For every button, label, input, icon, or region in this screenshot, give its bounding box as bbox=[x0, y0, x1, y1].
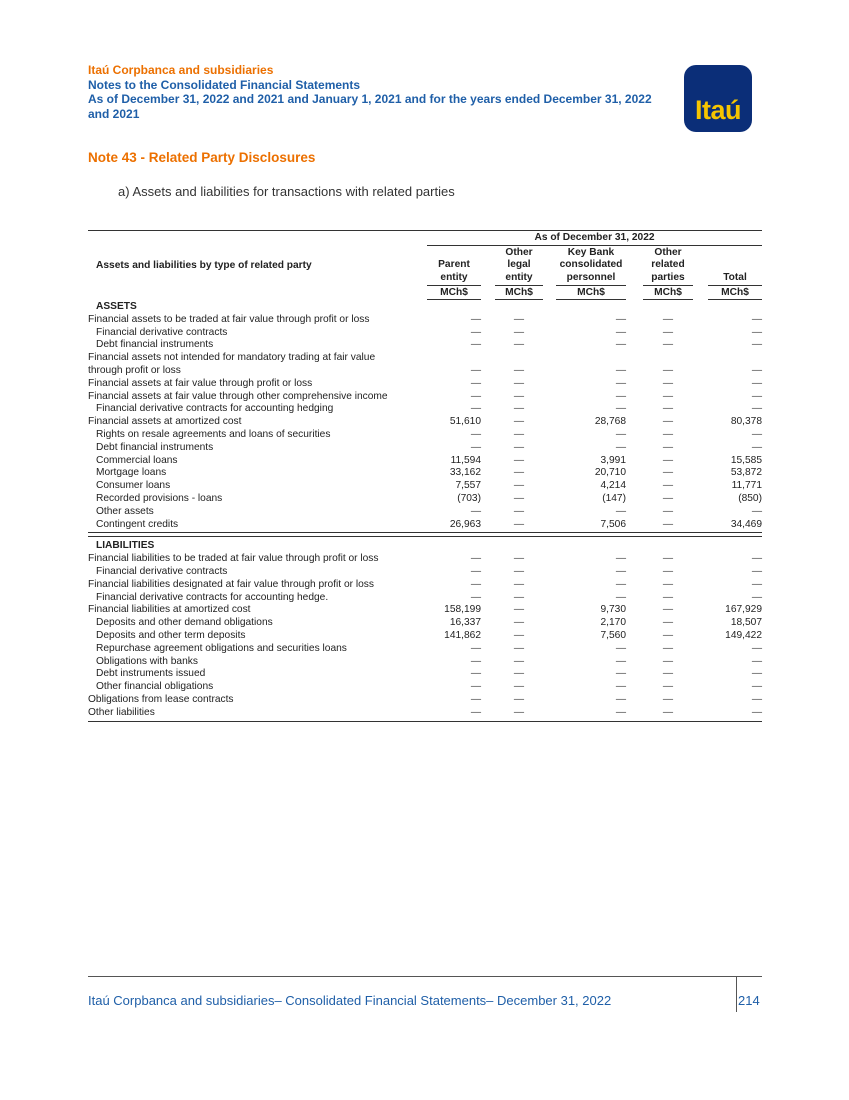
cell-value: — bbox=[662, 604, 674, 616]
row-label: Financial liabilities designated at fair value through profit or loss bbox=[88, 578, 374, 590]
cell-value: 26,963 bbox=[449, 518, 481, 530]
cell-value: — bbox=[470, 403, 481, 415]
cell-value: — bbox=[615, 655, 626, 667]
row-label: Deposits and other term deposits bbox=[96, 630, 246, 641]
cell-value: — bbox=[615, 365, 626, 376]
table-row bbox=[88, 668, 762, 681]
cell-value: — bbox=[751, 681, 762, 693]
cell-value: — bbox=[751, 642, 762, 654]
cell-value: — bbox=[513, 416, 525, 428]
cell-value: 33,162 bbox=[449, 467, 481, 479]
column-header-4 bbox=[708, 246, 762, 299]
cell-value: — bbox=[751, 429, 762, 440]
table-row bbox=[88, 656, 762, 669]
table-row bbox=[88, 604, 762, 617]
cell-value: — bbox=[513, 518, 525, 530]
cell-value: 7,506 bbox=[600, 518, 626, 530]
cell-value: — bbox=[662, 505, 674, 517]
table-row bbox=[88, 592, 762, 605]
cell-value: — bbox=[513, 706, 525, 718]
cell-value: — bbox=[662, 339, 674, 351]
cell-value: — bbox=[751, 505, 762, 517]
cell-value: (147) bbox=[602, 493, 626, 504]
row-label: Repurchase agreement obligations and securities loans bbox=[96, 642, 347, 654]
cell-value: — bbox=[470, 655, 481, 667]
cell-value: — bbox=[615, 505, 626, 517]
cell-value: — bbox=[615, 339, 626, 351]
row-label: Debt financial instruments bbox=[96, 339, 214, 351]
header-line-2: As of December 31, 2022 and 2021 and January 1, 2021 and for the years ended December 31, 2022 bbox=[88, 92, 652, 106]
cell-value: — bbox=[513, 604, 525, 616]
cell-value: — bbox=[513, 578, 525, 590]
row-label: Obligations with banks bbox=[96, 655, 198, 667]
table-row bbox=[88, 694, 762, 707]
cell-value: — bbox=[662, 365, 674, 376]
table-row bbox=[88, 681, 762, 694]
cell-value: — bbox=[615, 566, 626, 577]
cell-value: 4,214 bbox=[600, 480, 626, 492]
cell-value: 3,991 bbox=[600, 454, 626, 466]
row-label: Financial derivative contracts bbox=[96, 566, 228, 577]
cell-value: 18,507 bbox=[730, 617, 762, 629]
cell-value: — bbox=[470, 429, 481, 440]
cell-value: — bbox=[662, 681, 674, 693]
cell-value: — bbox=[751, 706, 762, 718]
cell-value: — bbox=[662, 377, 674, 389]
column-header-line: consolidated bbox=[559, 259, 623, 271]
column-header-line: Total bbox=[723, 272, 747, 284]
column-unit: MCh$ bbox=[440, 287, 468, 298]
cell-value: — bbox=[751, 339, 762, 351]
row-label: Mortgage loans bbox=[96, 467, 167, 479]
cell-value: — bbox=[662, 706, 674, 718]
cell-value: — bbox=[470, 706, 481, 718]
cell-value: — bbox=[615, 403, 626, 415]
table-row bbox=[88, 519, 762, 532]
cell-value: — bbox=[470, 578, 481, 590]
cell-value: — bbox=[662, 390, 674, 402]
column-header-underline bbox=[556, 285, 626, 286]
row-label: Financial derivative contracts bbox=[96, 326, 228, 338]
cell-value: — bbox=[615, 429, 626, 440]
cell-value: — bbox=[513, 668, 525, 680]
cell-value: — bbox=[615, 706, 626, 718]
cell-value: 15,585 bbox=[730, 454, 762, 466]
cell-value: — bbox=[662, 416, 674, 428]
cell-value: 7,560 bbox=[600, 630, 626, 641]
table-row bbox=[88, 480, 762, 493]
cell-value: 20,710 bbox=[594, 467, 626, 479]
column-header-0 bbox=[427, 246, 481, 299]
row-label: Financial assets at fair value through other comprehensive income bbox=[88, 390, 388, 402]
cell-value: — bbox=[751, 326, 762, 338]
cell-value: 158,199 bbox=[444, 604, 481, 616]
cell-value: — bbox=[513, 441, 525, 453]
cell-value: — bbox=[513, 326, 525, 338]
cell-value: — bbox=[751, 566, 762, 577]
cell-value: (850) bbox=[738, 493, 762, 504]
cell-value: — bbox=[662, 441, 674, 453]
cell-value: — bbox=[470, 505, 481, 517]
company-name: Itaú Corpbanca and subsidiaries bbox=[88, 63, 274, 77]
column-header-1 bbox=[495, 246, 543, 299]
row-label: Obligations from lease contracts bbox=[88, 694, 234, 705]
column-unit-underline bbox=[708, 299, 762, 300]
cell-value: — bbox=[513, 365, 525, 376]
footer-divider bbox=[736, 976, 737, 1012]
cell-value: — bbox=[662, 617, 674, 629]
cell-value: 16,337 bbox=[449, 617, 481, 629]
column-unit: MCh$ bbox=[654, 287, 682, 298]
cell-value: — bbox=[513, 480, 525, 492]
cell-value: — bbox=[513, 467, 525, 479]
row-label: Contingent credits bbox=[96, 518, 179, 530]
column-header-underline bbox=[708, 285, 762, 286]
cell-value: — bbox=[470, 326, 481, 338]
cell-value: — bbox=[513, 313, 525, 325]
cell-value: — bbox=[470, 390, 481, 402]
column-unit: MCh$ bbox=[505, 287, 533, 298]
cell-value: 11,771 bbox=[731, 480, 762, 492]
cell-value: — bbox=[615, 642, 626, 654]
column-header-line: entity bbox=[440, 272, 468, 284]
column-header-line: Other bbox=[654, 246, 682, 258]
cell-value: — bbox=[662, 454, 674, 466]
liabilities-section-label: LIABILITIES bbox=[96, 540, 155, 552]
column-header-underline bbox=[495, 285, 543, 286]
cell-value: — bbox=[751, 313, 762, 325]
page-number: 214 bbox=[738, 993, 760, 1008]
table-bottom-rule bbox=[88, 721, 762, 722]
cell-value: — bbox=[470, 591, 481, 603]
liabilities-section bbox=[88, 540, 762, 553]
cell-value: — bbox=[615, 553, 626, 565]
column-unit: MCh$ bbox=[577, 287, 605, 298]
cell-value: — bbox=[662, 518, 674, 530]
row-label: Consumer loans bbox=[96, 480, 171, 492]
column-header-line: Key Bank bbox=[567, 246, 615, 258]
cell-value: 149,422 bbox=[725, 630, 762, 641]
section-subtitle: a) Assets and liabilities for transactions with related parties bbox=[118, 184, 455, 199]
cell-value: — bbox=[615, 326, 626, 338]
cell-value: 28,768 bbox=[594, 416, 626, 428]
cell-value: — bbox=[513, 617, 525, 629]
cell-value: 53,872 bbox=[730, 467, 762, 479]
assets-section-label: ASSETS bbox=[96, 301, 137, 312]
table-row bbox=[88, 579, 762, 592]
cell-value: — bbox=[513, 390, 525, 402]
itau-logo bbox=[684, 65, 752, 132]
table-row bbox=[88, 617, 762, 630]
cell-value: — bbox=[615, 591, 626, 603]
column-unit-underline bbox=[495, 299, 543, 300]
cell-value: — bbox=[513, 505, 525, 517]
cell-value: — bbox=[662, 591, 674, 603]
cell-value: — bbox=[751, 578, 762, 590]
cell-value: — bbox=[513, 566, 525, 577]
column-header-line: legal bbox=[507, 259, 531, 271]
row-label: Financial assets at fair value through profit or loss bbox=[88, 377, 313, 389]
table-row bbox=[88, 467, 762, 480]
table-row bbox=[88, 429, 762, 442]
cell-value: — bbox=[662, 668, 674, 680]
cell-value: — bbox=[662, 480, 674, 492]
note-title: Note 43 - Related Party Disclosures bbox=[88, 150, 316, 165]
cell-value: 51,610 bbox=[449, 416, 481, 428]
cell-value: — bbox=[470, 339, 481, 351]
row-label: Financial derivative contracts for accounting hedge. bbox=[96, 591, 329, 603]
cell-value: — bbox=[513, 429, 525, 440]
table-row bbox=[88, 403, 762, 416]
table-row bbox=[88, 630, 762, 643]
logo-text: Itaú bbox=[694, 95, 741, 125]
cell-value: — bbox=[662, 326, 674, 338]
row-label: Financial assets not intended for mandatory trading at fair value bbox=[88, 352, 376, 364]
column-header-2 bbox=[556, 246, 626, 299]
header-line-1: Notes to the Consolidated Financial Statements bbox=[88, 77, 361, 92]
cell-value: — bbox=[513, 454, 525, 466]
table-row bbox=[88, 566, 762, 579]
cell-value: — bbox=[513, 694, 525, 705]
cell-value: — bbox=[662, 313, 674, 325]
row-label: Rights on resale agreements and loans of securities bbox=[96, 429, 331, 440]
row-header: Assets and liabilities by type of related party bbox=[96, 260, 312, 271]
column-header-underline bbox=[427, 285, 481, 286]
row-label: Other assets bbox=[96, 505, 154, 517]
cell-value: — bbox=[513, 403, 525, 415]
column-header-line: entity bbox=[505, 272, 533, 284]
cell-value: — bbox=[662, 403, 674, 415]
cell-value: — bbox=[470, 694, 481, 705]
cell-value: — bbox=[615, 390, 626, 402]
table-row bbox=[88, 339, 762, 352]
cell-value: — bbox=[662, 493, 674, 504]
column-header-underline bbox=[643, 285, 693, 286]
row-label: Other liabilities bbox=[88, 706, 155, 718]
cell-value: — bbox=[470, 365, 481, 376]
cell-value: — bbox=[615, 681, 626, 693]
row-label: Recorded provisions - loans bbox=[96, 493, 223, 504]
table-row bbox=[88, 416, 762, 429]
table-row bbox=[88, 493, 762, 506]
row-label: Commercial loans bbox=[96, 454, 178, 466]
cell-value: — bbox=[751, 694, 762, 705]
header-line-3: and 2021 bbox=[88, 106, 140, 121]
liabilities-top-rule bbox=[88, 536, 762, 537]
cell-value: — bbox=[751, 655, 762, 667]
cell-value: — bbox=[513, 655, 525, 667]
table-row bbox=[88, 327, 762, 340]
row-label: Financial derivative contracts for accounting hedging bbox=[96, 403, 334, 415]
table-row bbox=[88, 506, 762, 519]
table-row bbox=[88, 707, 762, 720]
cell-value: — bbox=[615, 668, 626, 680]
cell-value: — bbox=[513, 553, 525, 565]
cell-value: — bbox=[662, 655, 674, 667]
period-header: As of December 31, 2022 bbox=[534, 232, 655, 243]
cell-value: — bbox=[751, 365, 762, 376]
table-row bbox=[88, 314, 762, 327]
cell-value: — bbox=[513, 642, 525, 654]
cell-value: — bbox=[470, 642, 481, 654]
row-label: Financial assets at amortized cost bbox=[88, 416, 242, 428]
cell-value: — bbox=[751, 377, 762, 389]
cell-value: — bbox=[751, 403, 762, 415]
table-row bbox=[88, 391, 762, 404]
cell-value: 34,469 bbox=[730, 518, 762, 530]
cell-value: — bbox=[513, 493, 525, 504]
cell-value: — bbox=[470, 681, 481, 693]
row-label: Financial liabilities at amortized cost bbox=[88, 604, 251, 616]
footer-text: Itaú Corpbanca and subsidiaries– Consolidated Financial Statements– December 31, 2022 bbox=[88, 993, 612, 1008]
cell-value: 141,862 bbox=[444, 630, 481, 641]
cell-value: — bbox=[513, 630, 525, 641]
cell-value: (703) bbox=[457, 493, 481, 504]
cell-value: 167,929 bbox=[725, 604, 762, 616]
row-label: Financial assets to be traded at fair value through profit or loss bbox=[88, 313, 370, 325]
table-row bbox=[88, 378, 762, 391]
table-row bbox=[88, 553, 762, 566]
column-header-line: related bbox=[651, 259, 685, 271]
row-label: through profit or loss bbox=[88, 365, 181, 376]
cell-value: — bbox=[751, 668, 762, 680]
table-row bbox=[88, 442, 762, 455]
column-unit-underline bbox=[427, 299, 481, 300]
cell-value: — bbox=[615, 578, 626, 590]
cell-value: — bbox=[662, 694, 674, 705]
row-label: Debt financial instruments bbox=[96, 441, 214, 453]
row-label: Debt instruments issued bbox=[96, 668, 206, 680]
cell-value: — bbox=[615, 377, 626, 389]
cell-value: — bbox=[751, 441, 762, 453]
cell-value: — bbox=[513, 681, 525, 693]
cell-value: — bbox=[662, 553, 674, 565]
cell-value: — bbox=[662, 566, 674, 577]
table-row bbox=[88, 352, 762, 365]
cell-value: — bbox=[662, 630, 674, 641]
column-header-line: Other bbox=[505, 246, 533, 258]
footer-rule bbox=[88, 976, 762, 977]
cell-value: — bbox=[615, 313, 626, 325]
page-header bbox=[88, 63, 688, 121]
cell-value: — bbox=[470, 566, 481, 577]
cell-value: — bbox=[615, 694, 626, 705]
row-label: Deposits and other demand obligations bbox=[96, 617, 273, 629]
assets-section bbox=[88, 301, 762, 314]
cell-value: — bbox=[662, 578, 674, 590]
cell-value: 2,170 bbox=[600, 617, 626, 629]
table-row bbox=[88, 643, 762, 656]
row-label: Financial liabilities to be traded at fair value through profit or loss bbox=[88, 553, 379, 565]
cell-value: — bbox=[751, 591, 762, 603]
cell-value: — bbox=[615, 441, 626, 453]
cell-value: — bbox=[470, 441, 481, 453]
cell-value: 11,594 bbox=[450, 454, 481, 466]
cell-value: — bbox=[513, 377, 525, 389]
column-header-line: personnel bbox=[566, 272, 616, 284]
cell-value: — bbox=[470, 377, 481, 389]
column-unit-underline bbox=[643, 299, 693, 300]
cell-value: 80,378 bbox=[730, 416, 762, 428]
table-row bbox=[88, 455, 762, 468]
cell-value: 9,730 bbox=[600, 604, 626, 616]
cell-value: — bbox=[470, 668, 481, 680]
cell-value: — bbox=[513, 339, 525, 351]
cell-value: — bbox=[751, 390, 762, 402]
cell-value: — bbox=[513, 591, 525, 603]
table-top-rule bbox=[88, 230, 762, 231]
cell-value: — bbox=[751, 553, 762, 565]
column-header-line: parties bbox=[651, 272, 685, 284]
assets-bottom-rule bbox=[88, 532, 762, 533]
column-header-line: Parent bbox=[438, 259, 470, 271]
table-row bbox=[88, 365, 762, 378]
cell-value: — bbox=[470, 553, 481, 565]
cell-value: — bbox=[662, 467, 674, 479]
cell-value: — bbox=[470, 313, 481, 325]
column-header-3 bbox=[643, 246, 693, 299]
cell-value: 7,557 bbox=[455, 480, 481, 492]
column-unit-underline bbox=[556, 299, 626, 300]
column-unit: MCh$ bbox=[721, 287, 749, 298]
cell-value: — bbox=[662, 429, 674, 440]
row-label: Other financial obligations bbox=[96, 681, 214, 693]
cell-value: — bbox=[662, 642, 674, 654]
